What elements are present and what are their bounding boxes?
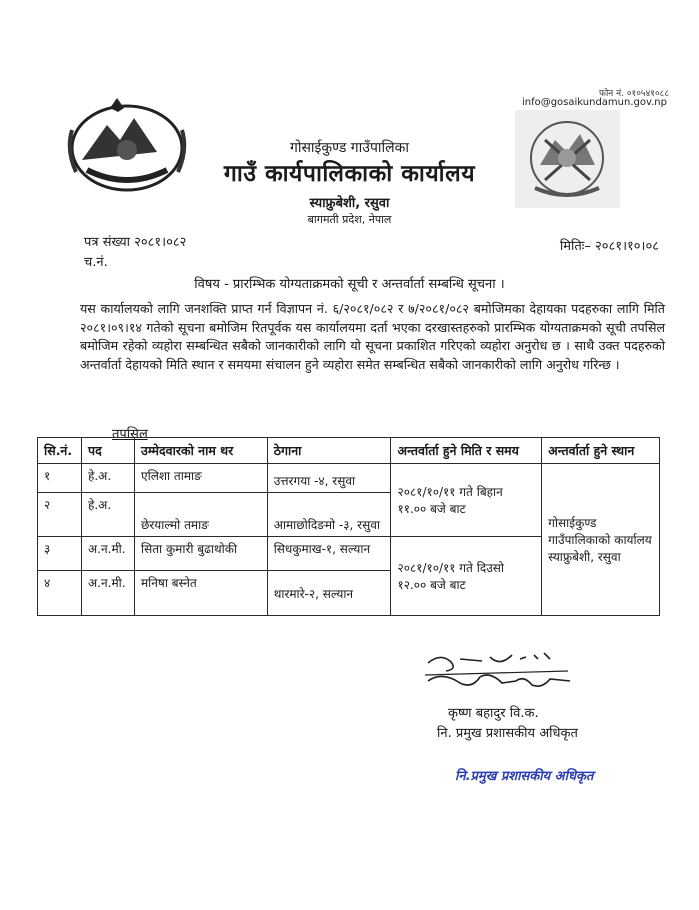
table-header-row (38, 438, 660, 464)
col-header-interview-place: अन्तर्वार्ता हुने स्थान (542, 438, 660, 464)
col-header-name: उम्मेदवारको नाम थर (134, 438, 267, 464)
cell-sn: ४ (38, 571, 82, 616)
email-address: info@gosaikundamun.gov.np (521, 97, 667, 108)
cell-name: मनिषा बस्नेत (134, 571, 267, 616)
cell-post: अ.न.मी. (81, 537, 134, 571)
org-name: गोसाईकुण्ड गाउँपालिका (289, 140, 410, 156)
cell-address: थारमारे-२, सल्यान (267, 571, 391, 616)
col-header-address: ठेगाना (267, 438, 391, 464)
signatory-title: नि. प्रमुख प्रशासकीय अधिकृत (437, 726, 578, 741)
candidate-table (37, 437, 660, 616)
cell-sn: ३ (38, 537, 82, 571)
dispatch-number: च.नं. (84, 255, 108, 270)
phone-number: फोन नं. ०१०५४१०८८ (599, 89, 669, 99)
official-stamp: नि.प्रमुख प्रशासकीय अधिकृत (455, 769, 594, 784)
cell-post: हे.अ. (81, 493, 134, 537)
cell-address: उत्तरगया -४, रसुवा (267, 464, 391, 493)
cell-interview-time: २०८१/१०/११ गते दिउसो १२.०० बजे बाट (391, 537, 542, 616)
office-title: गाउँ कार्यपालिकाको कार्यालय (223, 161, 476, 187)
cell-post: हे.अ. (81, 464, 134, 493)
subject-line: विषय - प्रारम्भिक योग्यताक्रमको सूची र अन्तर्वार्ता सम्बन्धि सूचना । (194, 277, 505, 292)
signature-scribble-icon (420, 645, 575, 700)
province-line: बागमती प्रदेश, नेपाल (307, 213, 392, 226)
cell-name: एलिशा तामाङ (134, 464, 267, 493)
reference-number: पत्र संख्या २०८१।०८२ (84, 235, 187, 250)
cell-post: अ.न.मी. (81, 571, 134, 616)
col-header-post: पद (81, 438, 134, 464)
letter-body: यस कार्यालयको लागि जनशक्ति प्राप्त गर्न विज्ञापन नं. ६/२०८१/०८२ र ७/२०८१/०८२ बमोजिमका देहायका पदहरुका लागि मिति २०८१।०९।१४ गतेको सूचना बमोजिम रितपूर्वक यस कार्यालयमा दर्ता भएका दरखास्तहरुको प्रारम्भिक योग्यताक्रमको सूची तपसिल बमोजिम रहेको व्यहोरा सम्बन्धित सबैको जानकारीको लागि यो सूचना प्रकाशित गरिएको व्यहोरा अनुरोध छ । साथै उक्त पदहरुको अन्तर्वार्ता देहायको मिति स्थान र समयमा संचालन हुने व्यहोरा समेत सम्बन्धित सबैको जानकारीको लागि अनुरोध गरिन्छ । (80, 301, 665, 372)
cell-address: सिधकुमाख-१, सल्यान (267, 537, 391, 571)
col-header-sn: सि.नं. (38, 438, 82, 464)
cell-address: आमाछोदिङमो -३, रसुवा (267, 493, 391, 537)
signatory-name: कृष्ण बहादुर वि.क. (448, 706, 539, 721)
cell-sn: १ (38, 464, 82, 493)
cell-sn: २ (38, 493, 82, 537)
office-location: स्याफ्रुबेशी, रसुवा (309, 196, 390, 211)
letter-date: मितिः– २०८१।१०।०८ (559, 239, 659, 254)
cell-interview-time: २०८१/१०/११ गते बिहान ११.०० बजे बाट (391, 464, 542, 537)
cell-interview-place: गोसाईकुण्ड गाउँपालिकाको कार्यालय स्याफ्रुबेशी, रसुवा (542, 464, 660, 616)
cell-name: सिता कुमारी बुढाथोकी (134, 537, 267, 571)
cell-name: छेरयाल्मो तमाङ (134, 493, 267, 537)
schedule-heading: तपसिल (112, 427, 148, 442)
col-header-interview-time: अन्तर्वार्ता हुने मिति र समय (391, 438, 542, 464)
table-row (38, 464, 660, 493)
